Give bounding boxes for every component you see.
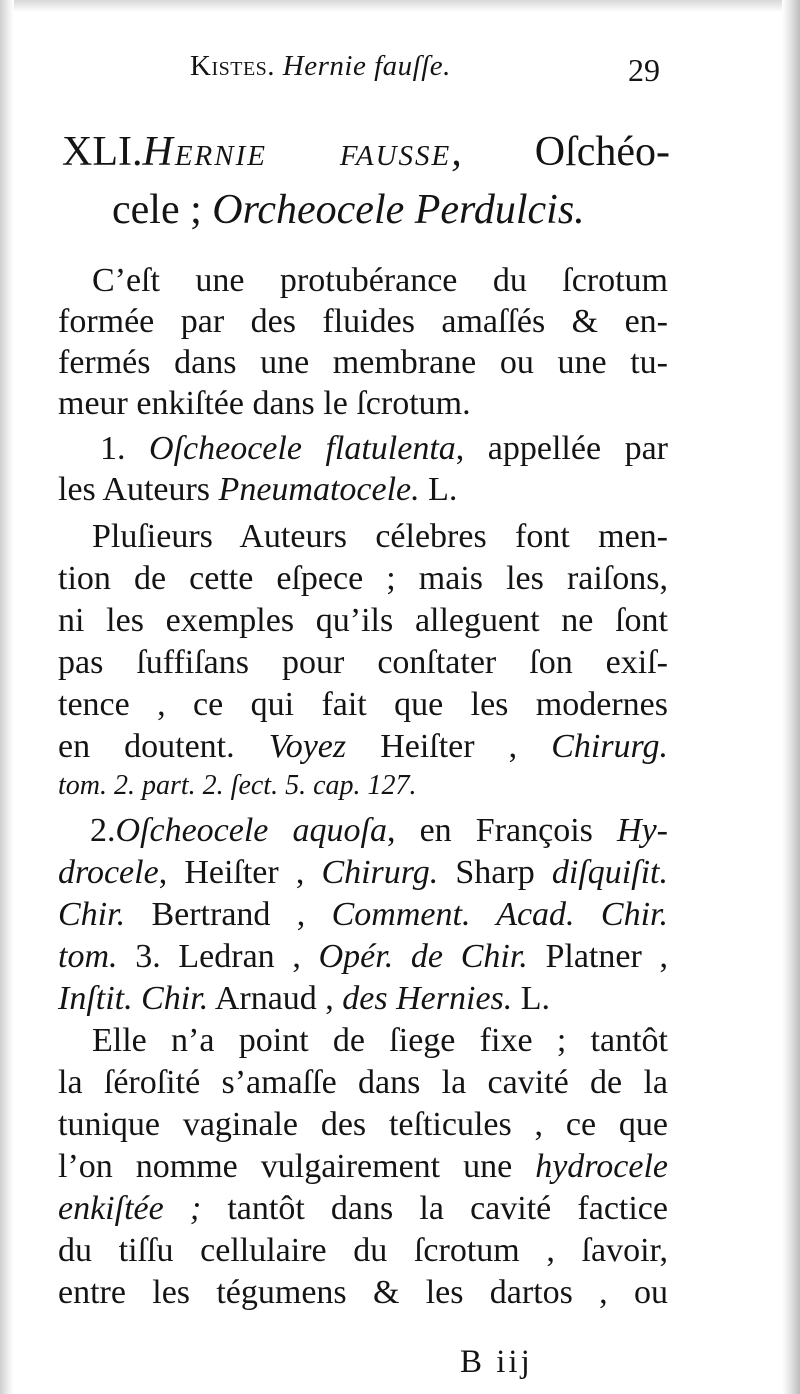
reference-title: des Hernies. xyxy=(342,980,513,1017)
author-name: Platner , xyxy=(545,938,668,975)
term: Hy- xyxy=(617,812,668,849)
body-text: l’on nomme vulgairement une xyxy=(58,1148,513,1185)
linnaeus-mark: L. xyxy=(520,980,551,1017)
body-line: entre les tégumens & les dartos , ou xyxy=(58,1274,668,1311)
running-header xyxy=(190,50,451,83)
reference-title: Chirurg. xyxy=(321,854,439,891)
body-line xyxy=(58,1148,668,1186)
reference-title: Chirurg. xyxy=(551,728,669,765)
body-line: la ſéroſité s’amaſſe dans la cavité de la xyxy=(58,1064,668,1101)
body-text: les Auteurs xyxy=(58,471,211,508)
page-number: 29 xyxy=(628,52,660,88)
body-line xyxy=(58,854,668,892)
author-name: Arnaud , xyxy=(214,980,334,1017)
body-line xyxy=(58,1190,668,1228)
reference-title: Chir. xyxy=(58,896,126,933)
reference-citation: tom. 2. part. 2. ſect. 5. cap. 127. xyxy=(58,770,417,801)
body-line: formée par des fluides amaſſés & en- xyxy=(58,303,668,340)
body-line: tence , ce qui fait que les modernes xyxy=(58,686,668,723)
body-text: en doutent. xyxy=(58,728,235,765)
page-edge-top xyxy=(0,0,800,12)
body-line xyxy=(58,896,668,934)
author-name: 3. Ledran , xyxy=(135,938,301,975)
species-name: Pneumatocele. xyxy=(218,471,420,508)
body-line: tunique vaginale des teſticules , ce que xyxy=(58,1106,668,1143)
author-name: Sharp xyxy=(455,854,535,891)
item-number: 1. xyxy=(100,430,126,467)
author-name: , Heiſter , xyxy=(158,854,305,891)
running-title-main: Kistes. xyxy=(190,50,276,82)
reference-title: Opér. de Chir. xyxy=(318,938,528,975)
running-title-italic: Hernie fauſſe. xyxy=(282,50,451,82)
page-edge-right xyxy=(782,0,800,1394)
body-line: C’eſt une protubérance du ſcrotum xyxy=(92,262,668,299)
body-line: Pluſieurs Auteurs célebres font men- xyxy=(92,518,668,555)
reference-title: tom. xyxy=(58,938,118,975)
reference-title: Comment. Acad. Chir. xyxy=(331,896,668,933)
body-line: tion de cette eſpece ; mais les raiſons, xyxy=(58,560,668,597)
body-line xyxy=(58,938,668,976)
body-line xyxy=(58,471,668,509)
reference-title: diſquiſit. xyxy=(551,854,668,891)
linnaeus-mark: L. xyxy=(428,471,458,508)
body-line: meur enkiſtée dans le ſcrotum. xyxy=(58,385,471,422)
body-text: tantôt dans la cavité factice xyxy=(227,1190,668,1227)
section-title-line-2 xyxy=(112,186,585,234)
author-name: Bertrand , xyxy=(151,896,306,933)
body-text: , en François xyxy=(386,812,593,849)
body-line: du tiſſu cellulaire du ſcrotum , ſavoir, xyxy=(58,1232,668,1269)
species-name: Oſcheocele flatulenta xyxy=(149,430,456,467)
body-line xyxy=(58,728,668,766)
body-line: ni les exemples qu’ils alleguent ne ſont xyxy=(58,602,668,639)
page-edge-left xyxy=(0,0,14,1394)
species-name: Oſcheocele aquoſa xyxy=(115,812,387,849)
section-title-term-end: cele ; xyxy=(112,187,202,233)
reference-title: Inſtit. Chir. xyxy=(58,980,209,1017)
body-line: fermés dans une membrane ou une tu- xyxy=(58,344,668,381)
section-title-smallcaps: Hernie fausse, xyxy=(142,129,464,175)
term: hydrocele xyxy=(535,1148,668,1185)
body-line xyxy=(58,980,668,1018)
body-line xyxy=(90,812,668,850)
term: enkiſtée ; xyxy=(58,1190,202,1227)
term: drocele xyxy=(58,854,159,891)
body-line: pas ſuffiſans pour conſtater ſon exiſ- xyxy=(58,644,668,681)
signature-mark: B iij xyxy=(460,1344,533,1380)
item-number: 2. xyxy=(90,812,116,849)
section-title-term: Oſchéo- xyxy=(534,129,670,175)
section-title-line-1 xyxy=(62,128,670,176)
section-title-synonym: Orcheocele Perdulcis. xyxy=(212,187,585,233)
author-name: Heiſter , xyxy=(380,728,518,765)
reference-word: Voyez xyxy=(268,728,347,765)
body-text: , appellée par xyxy=(455,430,668,467)
body-line: Elle n’a point de ſiege fixe ; tantôt xyxy=(92,1022,668,1059)
section-number: XLI. xyxy=(62,129,143,175)
body-line xyxy=(100,430,668,468)
